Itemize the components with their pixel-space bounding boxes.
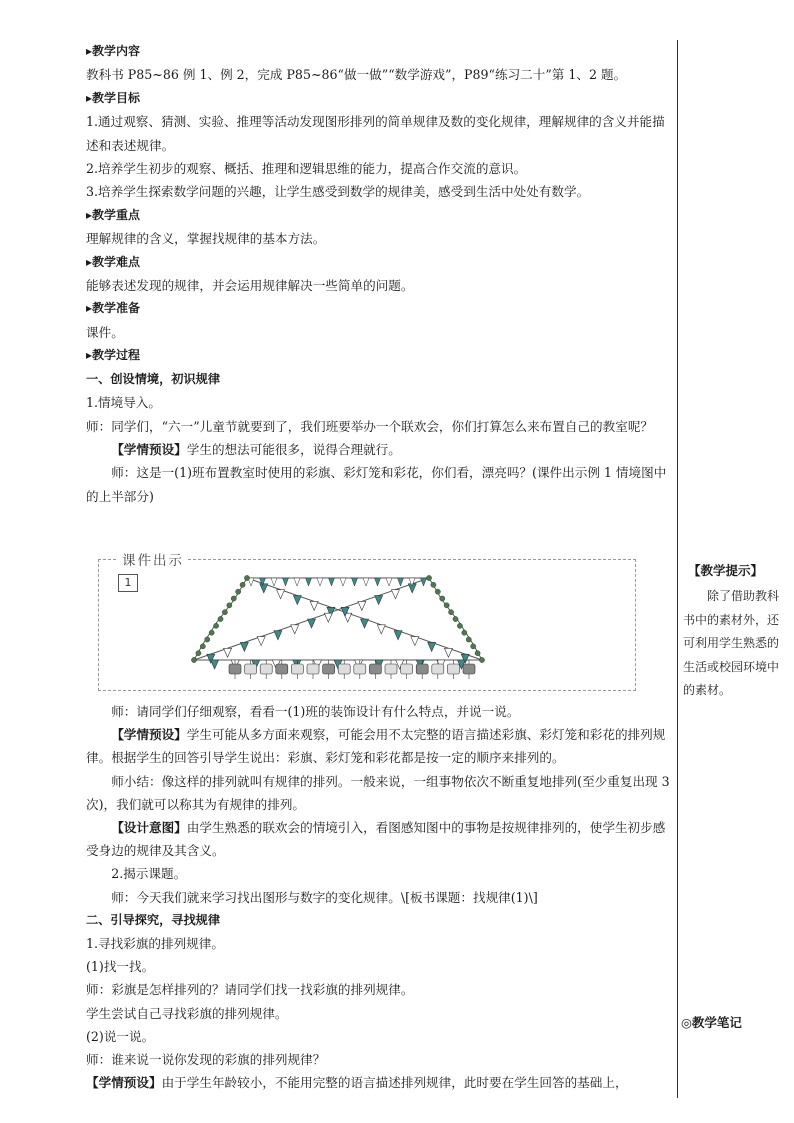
- paragraph: 师：谁来说一说你发现的彩旗的排列规律？: [86, 1052, 326, 1068]
- key-points-body: 理解规律的含义，掌握找规律的基本方法。: [86, 231, 326, 247]
- content-body: 教科书 P85~86 例 1、例 2，完成 P85~86“做一做”“数学游戏”，P89“练习二十”第 1、2 题。: [86, 67, 627, 83]
- lantern: [260, 664, 272, 674]
- content-heading: ▸教学内容: [86, 44, 141, 58]
- paragraph: 师：这是一(1)班布置教室时使用的彩旗、彩灯笼和彩花，你们看，漂亮吗？(课件出示例 1 情境图中的上半部分): [86, 465, 667, 504]
- goal-1: 1.通过观察、猜测、实验、推理等活动发现图形排列的简单规律及数的变化规律，理解规律的含义并能描述和表述规律。: [86, 114, 665, 153]
- flower: [426, 575, 431, 580]
- flower: [431, 582, 436, 587]
- paragraph: 【设计意图】由学生熟悉的联欢会的情境引入，看图感知图中的事物是按规律排列的，使学生初步感受身边的规律及其含义。: [86, 820, 666, 859]
- flag: [224, 648, 232, 657]
- part-2-heading: 二、引导探究，寻找规律: [86, 912, 221, 927]
- lantern: [276, 664, 288, 674]
- tag-label: 【学情预设】: [86, 1075, 162, 1091]
- flag: [291, 625, 299, 634]
- flag: [444, 648, 452, 657]
- lantern: [385, 664, 397, 674]
- paragraph: 学生尝试自己寻找彩旗的排列规律。: [86, 1005, 288, 1021]
- paragraph: 【学情预设】学生的想法可能很多，说得合理就行。: [111, 441, 401, 457]
- paragraph: 师：彩旗是怎样排列的？请同学们找一找彩旗的排列规律。: [86, 982, 414, 998]
- lantern: [338, 664, 350, 674]
- flower: [191, 657, 196, 662]
- flower: [453, 616, 458, 621]
- flag: [294, 578, 300, 586]
- margin-divider: [677, 40, 678, 1098]
- lantern: [307, 664, 319, 674]
- flag: [274, 631, 282, 640]
- preparation-body: 课件。: [86, 324, 124, 340]
- teaching-tip-heading: 【教学提示】: [688, 563, 764, 578]
- lantern: [354, 664, 366, 674]
- flag: [340, 578, 346, 586]
- flower: [236, 589, 241, 594]
- paragraph: 2.揭示课题。: [111, 866, 187, 882]
- flower-garland: [191, 575, 484, 662]
- paragraph: 师：请同学们仔细观察，看看一(1)班的装饰设计有什么特点，并说一说。: [111, 704, 520, 719]
- flag: [260, 584, 268, 593]
- flag: [257, 637, 265, 646]
- paragraph: 师：今天我们就来学习找出图形与数字的变化规律。\[板书课题：找规律(1)\]: [111, 889, 538, 905]
- lantern: [291, 664, 303, 674]
- flag: [377, 625, 385, 634]
- flower: [240, 582, 245, 587]
- tag-label: 【设计意图】: [111, 820, 187, 836]
- flower: [457, 623, 462, 628]
- flower: [471, 644, 476, 649]
- flag: [211, 660, 219, 669]
- tag-label: 【学情预设】: [111, 727, 187, 743]
- lantern: [323, 664, 335, 674]
- courseware-label: 课件出示: [118, 549, 188, 569]
- part-1-heading: 一、创设情境，初识规律: [86, 371, 221, 386]
- lantern: [401, 664, 413, 674]
- flower: [227, 603, 232, 608]
- decoration-illustration: [99, 560, 635, 690]
- flag-bunting: [207, 578, 469, 669]
- flower: [222, 610, 227, 615]
- flower: [479, 657, 484, 662]
- paragraph: 1.情境导入。: [86, 395, 161, 411]
- flag: [361, 619, 369, 628]
- teaching-notes-heading: ◎教学笔记: [681, 1015, 742, 1030]
- teaching-tip-body: 除了借助教科书中的素材外，还可利用学生熟悉的生活或校园环境中的素材。: [683, 589, 780, 697]
- flower: [435, 589, 440, 594]
- flag: [411, 637, 419, 646]
- lantern: [432, 664, 444, 674]
- paragraph: 师小结：像这样的排列就叫有规律的排列。一般来说，一组事物依次不断重复地排列(至少重复出现 3 次)，我们就可以称其为有规律的排列。: [86, 773, 670, 812]
- flag: [358, 601, 366, 610]
- preparation-heading: ▸教学准备: [86, 301, 141, 316]
- lesson-plan-bottom: [86, 700, 670, 1094]
- flag: [308, 619, 316, 628]
- flag: [394, 631, 402, 640]
- tag-label: 【学情预设】: [111, 441, 187, 457]
- flag: [391, 590, 399, 599]
- lantern: [245, 664, 257, 674]
- flower: [205, 637, 210, 642]
- lantern: [463, 664, 475, 674]
- paragraph: (1)找一找。: [86, 959, 155, 975]
- flower: [448, 610, 453, 615]
- flag: [352, 578, 358, 586]
- courseware-figure-frame: [98, 559, 636, 691]
- lantern: [447, 664, 459, 674]
- paragraph: (2)说一说。: [86, 1028, 155, 1044]
- flower: [462, 630, 467, 635]
- flag: [375, 596, 383, 605]
- flag: [240, 642, 248, 651]
- flag: [306, 578, 312, 586]
- example-number-badge: 1: [118, 574, 138, 592]
- flag: [363, 578, 369, 586]
- paragraph: 【学情预设】由于学生年龄较小，不能用完整的语言描述排列规律，此时要在学生回答的基础上，: [86, 1075, 628, 1091]
- flag: [428, 642, 436, 651]
- flower: [213, 623, 218, 628]
- flag: [324, 613, 332, 622]
- paragraph: 1.寻找彩旗的排列规律。: [86, 936, 224, 952]
- goal-3: 3.培养学生探索数学问题的兴趣，让学生感受到数学的规律美，感受到生活中处处有数学。: [86, 184, 590, 200]
- flag: [310, 601, 318, 610]
- flower: [231, 596, 236, 601]
- flower: [244, 575, 249, 580]
- flower: [209, 630, 214, 635]
- key-points-heading: ▸教学重点: [86, 207, 141, 222]
- flower: [196, 651, 201, 656]
- flower: [466, 637, 471, 642]
- lantern: [416, 664, 428, 674]
- goals-heading: ▸教学目标: [86, 90, 141, 105]
- flower: [440, 596, 445, 601]
- paragraph: 师：同学们，“六一”儿童节就要到了，我们班要举办一个联欢会，你们打算怎么来布置自己的教室呢？: [86, 418, 654, 434]
- process-heading: ▸教学过程: [86, 348, 141, 363]
- difficulties-heading: ▸教学难点: [86, 254, 141, 269]
- flag: [421, 578, 427, 586]
- flag: [386, 578, 392, 586]
- lesson-plan-top: [86, 40, 670, 508]
- paragraph: 【学情预设】学生可能从多方面来观察，可能会用不太完整的语言描述彩旗、彩灯笼和彩花的排列规律。根据学生的回答引导学生说出：彩旗、彩灯笼和彩花都是按一定的顺序来排列的。: [86, 727, 666, 766]
- goal-2: 2.培养学生初步的观察、概括、推理和逻辑思维的能力，提高合作交流的意识。: [86, 161, 527, 177]
- flower: [444, 603, 449, 608]
- difficulties-body: 能够表述发现的规律，并会运用规律解决一些简单的问题。: [86, 278, 414, 294]
- flag: [283, 578, 289, 586]
- flower: [218, 616, 223, 621]
- lantern: [229, 664, 241, 674]
- flag: [317, 578, 323, 586]
- lantern: [369, 664, 381, 674]
- flag: [271, 578, 277, 586]
- flag: [398, 578, 404, 586]
- flower: [200, 644, 205, 649]
- flag: [329, 578, 335, 586]
- flag: [293, 596, 301, 605]
- flag: [277, 590, 285, 599]
- flag: [375, 578, 381, 586]
- flower: [475, 651, 480, 656]
